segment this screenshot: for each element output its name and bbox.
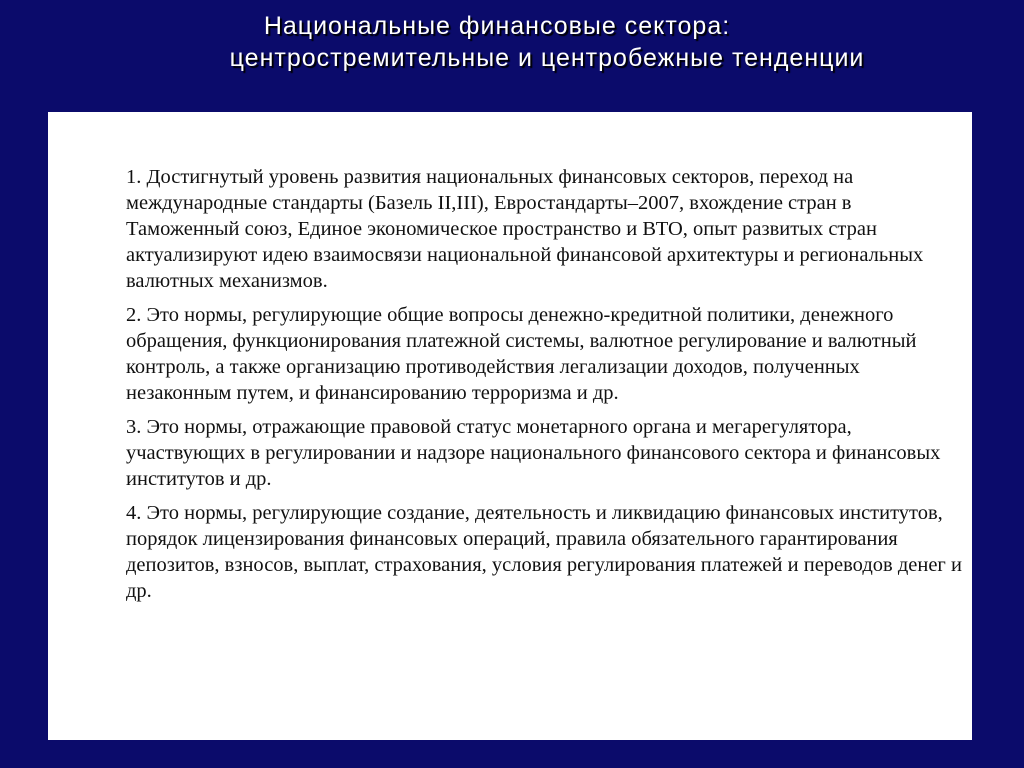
title-line-2: центростремительные и центробежные тенденции <box>229 44 865 72</box>
body-text <box>126 164 962 612</box>
paragraph-1: 1. Достигнутый уровень развития национальных финансовых секторов, переход на международные стандарты (Базель II,III), Евростандарты–2007, вхождение стран в Таможенный союз, Единое экономическое пространство и ВТО, опыт развитых стран актуализируют идею взаимосвязи национальной финансовой архитектуры и региональных валютных механизмов. <box>126 166 924 292</box>
title-line-1: Национальные финансовые сектора: <box>263 12 731 40</box>
paragraph-4: 4. Это нормы, регулирующие создание, деятельность и ликвидацию финансовых институтов, порядок лицензирования финансовых операций, правила обязательного гарантирования депозитов, взносов, выплат, страхования, условия регулирования платежей и переводов денег и др. <box>126 502 962 602</box>
paragraph-3: 3. Это нормы, отражающие правовой статус монетарного органа и мегарегулятора, участвующих в регулировании и надзоре национального финансового сектора и финансовых институтов и др. <box>126 416 941 490</box>
slide-title <box>0 10 1024 74</box>
content-panel <box>48 112 972 740</box>
paragraph-2: 2. Это нормы, регулирующие общие вопросы денежно-кредитной политики, денежного обращения, функционирования платежной системы, валютное регулирование и валютный контроль, а также организацию противодействия легализации доходов, полученных незаконным путем, и финансированию терроризма и др. <box>126 304 917 404</box>
